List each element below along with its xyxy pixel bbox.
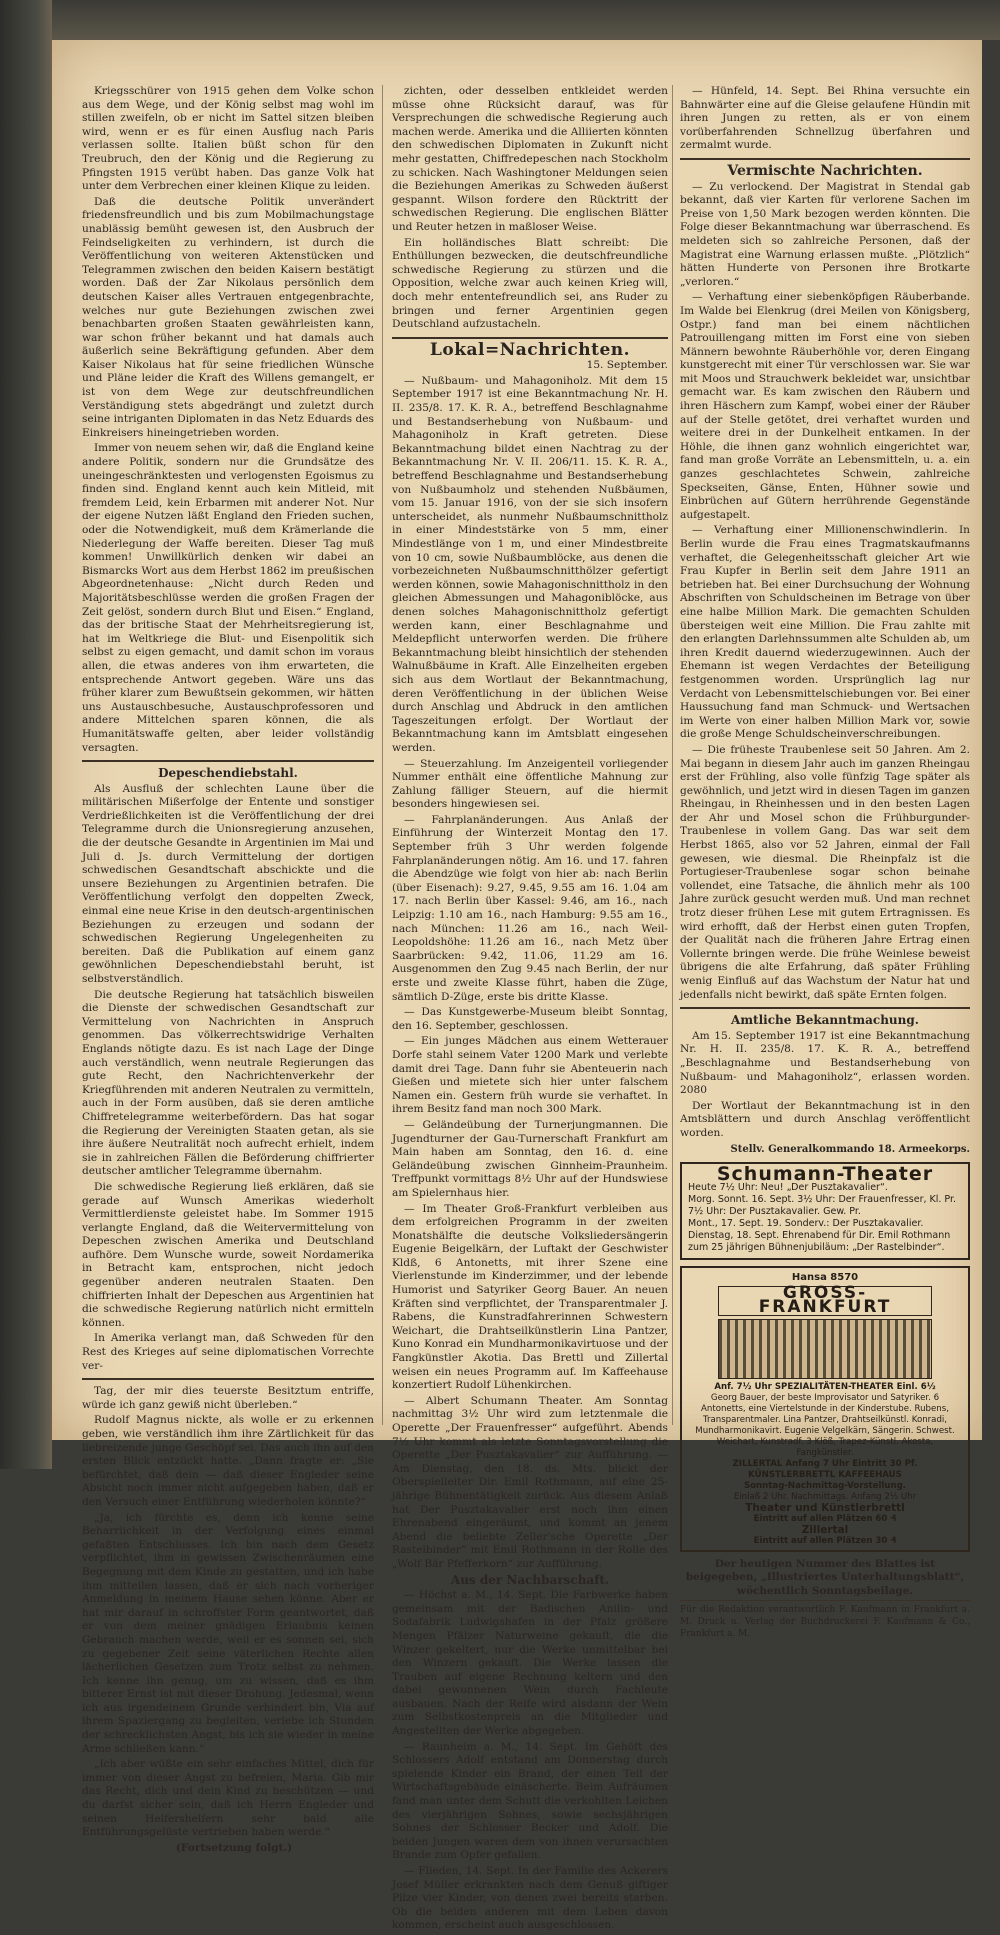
divider [392, 337, 668, 339]
paragraph: — Nußbaum- und Mahagoniholz. Mit dem 15 September 1917 ist eine Bekanntmachung Nr. H. II. 235/8. 17. K. R. A., betreffend Beschlagnahme und Bestandserhebung von Nußbaum- und Mahagoniholz in Kraft getreten. Diese Bekanntmachung bildet einen Nachtrag zu der Bekanntmachung Nr. V. II. 206/11. 15. K. R. A., betreffend Beschlagnahme und Bestandserhebung von Nußbaumholz und stehenden Nußbäumen, vom 15. Januar 1916, von der sie sich insofern unterscheidet, als nunmehr Nußbaumschnittholz in einer Mindeststärke von 5 mm, einer Mindestlänge von 1 m, und einer Mindestbreite von 10 cm, sowie Nußbaumblöcke, aus denen die vorbezeichneten Nußbaumschnitthölzer gefertigt werden können, sowie Mahagonischnittholz in den gleichen Abmessungen und Mahagoniblöcke, aus denen solches Mahagonischnittholz gefertigt werden kann, einer Beschlagnahme und Meldepflicht unterworfen werden. Die frühere Bekanntmachung bleibt hinsichtlich der stehenden Walnußbäume in Kraft. Alle Einzelheiten ergeben sich aus dem Wortlaut der Bekanntmachung, deren Veröffentlichung in der üblichen Weise durch Anschlag und Abdruck in den amtlichen Tageszeitungen erfolgt. Der Wortlaut der Bekanntmachung kann im Amtsblatt eingesehen werden. [392, 374, 668, 754]
dateline: 15. September. [586, 359, 668, 372]
paragraph: — Höchst a. M., 14. Sept. Die Farbwerke haben gemeinsam mit der Badischen Anilin- und Sodafabrik Ludwigshafen in der Pfalz größere Mengen Pfälzer Naturweine gekauft, die die Winzer gekeltert, nur die Werke unmittelbar bei den Winzern gekauft. Die Werke lassen die Trauben auf eigene Rechnung keltern und den dabei gewonnenen Wein durch Fachleute ausbauen. Nach der Reife wird alsdann der Wein zum Selbstkostenpreis an die Mitglieder und Angestellten der Werke abgegeben. [392, 1589, 668, 1738]
ad-line: Eintritt auf allen Plätzen 60 ₰ [753, 1513, 897, 1524]
column-3 [680, 85, 970, 1642]
divider [680, 158, 970, 160]
divider [82, 760, 374, 762]
ad-line: Heute 7½ Uhr: Neu! „Der Pusztakavalier“. [688, 1181, 888, 1193]
phone-number: Hansa 8570 [791, 1271, 859, 1283]
paragraph: — Fahrplanänderungen. Aus Anlaß der Einführung der Winterzeit Montag den 17. September früh 3 Uhr werden folgende Fahrplanänderungen nötig. Am 16. und 17. fahren die Abendzüge wie folgt von hier ab: nach Berlin (über Eisenach): 9.27, 9.45, 9.55 am 16. 1.04 am 17. nach Berlin über Kassel: 9.46, am 16., nach Leipzig: 1.10 am 16., nach Hamburg: 9.55 am 16., nach München: 11.26 am 16., nach Weil-Leopoldshöhe: 11.26 am 16., nach Metz über Saarbrücken: 9.42, 11.06, 11.29 am 16. Ausgenommen den Zug 9.45 nach Berlin, der nur erste und zweite Klasse führt, haben die Züge, sämtlich D-Züge, erste bis dritte Klasse. [392, 813, 668, 1003]
column-2 [392, 85, 668, 1935]
ad-line: Theater und Künstlerbrettl [745, 1501, 905, 1514]
paragraph: — Geländeübung der Turnerjungmannen. Die Jugendturner der Gau-Turnerschaft Frankfurt am Main haben am Sonntag, den 16. d. eine Geländeübung zwischen Ginnheim-Praunheim. Treffpunkt vormittags 8½ Uhr auf der Hundswiese am Spielernhaus hier. [392, 1118, 668, 1199]
ad-line: Mont., 17. Sept. 19. Sonderv.: Der Pusztakavalier. [688, 1217, 924, 1229]
ad-line: Zillertal [801, 1523, 849, 1536]
paragraph: — Das Kunstgewerbe-Museum bleibt Sonntag, den 16. September, geschlossen. [392, 1006, 668, 1032]
paragraph: — Zu verlockend. Der Magistrat in Stendal gab bekannt, daß vier Karten für verlorene Sachen im Preise von 1,50 Mark bezogen werden könnten. Die Folge dieser Bekanntmachung war überraschend. Es meldeten sich so zahlreiche Personen, daß der Magistrat eine Warnung erlassen mußte. „Plötzlich“ hätten Hunderte von Personen ihre Brotkarte „verloren.“ [680, 180, 970, 288]
paragraph: — Flieden, 14. Sept. In der Familie des Ackerers Josef Müller erkrankten nach dem Genuß giftiger Pilze vier Kinder, von denen zwei bereits starben. Ob die beiden anderen mit dem Leben davon kommen, erscheint auch ausgeschlossen. [392, 1865, 668, 1932]
building-illustration [718, 1319, 932, 1379]
ad-title: GROSS-FRANKFURT [718, 1286, 932, 1315]
signature: Stellv. Generalkommando 18. Armeekorps. [730, 1143, 970, 1155]
ad-line: ZILLERTAL Anfang 7 Uhr Eintritt 30 Pf. [732, 1458, 918, 1469]
paragraph: Die deutsche Regierung hat tatsächlich bisweilen die Dienste der schwedischen Gesandtschaft zur Vermittelung von Nachrichten in Anspruch genommen. Das völkerrechtswidrige Verhalten Englands nötigte dazu. Es ist nach Lage der Dinge auch verständlich, wenn neutrale Regierungen das gute Recht, den Nachrichtenverkehr der Kriegführenden mit anderen Neutralen zu vermitteln, auch in der Form ausüben, daß sie deren amtliche Chiffretelegramme weiterbefördern. Das hat sogar die Regierung der Vereinigten Staaten getan, als sie ihre äußere Neutralität noch aufrecht erhielt, indem sie in zahlreichen Fällen die Beförderung chiffrierter deutscher amtlicher Telegramme übernahm. [82, 988, 374, 1178]
ad-line: Georg Bauer, der beste Improvisator und Satyriker. 6 Antonetts, eine Viertelstunde in der Kinderstube. Rubens, Transparentmaler. Lina Pantzer, Drahtseilkünstl. Konradi, Mundharmonikavirt. Eugenie Velgelkärn, Sängerin. Schwest. Weichart, Kunstradf. 3 Klöß, Trapez-Künstl. Akosta, Fangkünstler. [695, 1392, 955, 1458]
paragraph: — Ein junges Mädchen aus einem Wetterauer Dorfe stahl seinem Vater 1200 Mark und verlebte damit drei Tage. Dann fuhr sie Abenteuerin nach Gießen und mietete sich hier unter falschem Namen ein. Gestern früh wurde sie verhaftet. In ihrem Besitz fand man noch 300 Mark. [392, 1035, 668, 1116]
column-separator [382, 85, 383, 1425]
ad-line: Morg. Sonnt. 16. Sept. 3½ Uhr: Der Frauenfresser, Kl. Pr. 7½ Uhr: Der Pusztakavalier. Gew. Pr. [688, 1193, 957, 1217]
paragraph: In Amerika verlangt man, daß Schweden für den Rest des Krieges auf seine diplomatischen Vorrechte ver- [82, 1332, 374, 1372]
paragraph: Ein holländisches Blatt schreibt: Die Enthüllungen bezwecken, die deutschfreundliche schwedische Regierung zu stürzen und die Opposition, welche zwar auch keinen Krieg will, doch mehr ententefreundlich sei, ans Ruder zu bringen und ferner Argentinien gegen Deutschland aufzustacheln. [392, 236, 668, 331]
paragraph: — Steuerzahlung. Im Anzeigenteil vorliegender Nummer enthält eine öffentliche Mahnung zur Zahlung fälliger Steuern, auf die hiermit besonders hingewiesen sei. [392, 757, 668, 811]
binding-edge [0, 0, 52, 1469]
paragraph: — Verhaftung einer Millionenschwindlerin. In Berlin wurde die Frau eines Tragmatskaufmanns verhaftet, die Gelegenheitsschaft gleicher Art wie Frau Kupfer in Berlin seit dem Jahre 1911 an betrieben hat. Bei einer Durchsuchung der Wohnung Abschriften von Schuldscheinen im Betrage von über eine halbe Million Mark. Die gemachten Schulden übersteigen weit eine Million. Die Frau zahlte mit den erlangten Darlehnssummen alte Schulden ab, um ihren Kredit dauernd wiederzugewinnen. Auch der Ehemann ist wegen Verdachtes der Beteiligung festgenommen worden. Ursprünglich lag nur Verdacht von Lebensmittelschiebungen vor. Bei einer Haussuchung fand man Schmuck- und Wertsachen im Werte von einer halben Million Mark vor, sowie die große Menge Schuldscheinverschreibungen. [680, 524, 970, 741]
paragraph: Kriegsschürer von 1915 gehen dem Volke schon aus dem Wege, und der König selbst mag wohl im stillen zweifeln, ob er nicht im Sattel sitzen bleiben wird, wenn er es für einen Ausflug nach Paris verlassen sollte. Italien büßt schon für den Treubruch, den der König und die Regierung zu Pfingsten 1915 verübt haben. Das ganze Volk hat unter dem Verbrechen einer kleinen Klique zu leiden. [82, 85, 374, 193]
ad-title: Schumann-Theater [716, 1163, 934, 1186]
paragraph: — Raunheim a. M., 14. Sept. Im Gehöft des Schlossers Adolf entstand am Donnerstag durch spielende Kinder ein Brand, der einen Teil der Wirtschaftsgebäude einäscherte. Beim Aufräumen fand man unter dem Schutt die verkohlten Leichen des vierjährigen Sohnes, sowie sechsjährigen Sohnes der Schlosser Becker und Adolf. Die beiden Jungen waren dem von ihnen verursachten Brande zum Opfer gefallen. [392, 1740, 668, 1862]
ad-line: Dienstag, 18. Sept. Ehrenabend für Dir. Emil Rothmann zum 25 jährigen Bühnenjubiläum: „Der Rastelbinder“. [688, 1229, 951, 1253]
story-paragraph: „Ja, ich fürchte es, denn ich kenne seine Beharrlichkeit in der Verfolgung eines einmal gefaßten Entschlusses. Ich bin nach dem Gesetz verpflichtet, ihm in gewissen Zwischenräumen eine Begegnung mit dem Kinde zu gestatten, und ich habe ihm mitteilen lassen, daß er sich nach vorheriger Anmeldung in meinem Hause sehen könne. Aber er hat mir darauf in schroffster Form geantwortet, daß er von dem meiner gnädigen Erlaubnis keinen Gebrauch machen werde, weil er es sonnen sei, sich zu gegebener Zeit seine väterlichen Rechte allen lächerlichen Gesetzen zum Trotz selbst zu nehmen. Ich kenne ihn genug, um zu wissen, daß es ihm bitterer Ernst ist mit dieser Drohung. Jedesmal, wenn ich aus irgendeinem Grunde verhindert bin, Via auf ihrem Spaziergang zu begleiten, verlebe ich Stunden der schrecklichsten Angst, bis ich sie wieder in meine Arme schließen kann.“ [82, 1511, 374, 1755]
top-edge [52, 0, 1000, 40]
heading-vermischte-nachrichten: Vermischte Nachrichten. [727, 162, 923, 179]
continuation-note: (Fortsetzung folgt.) [175, 1841, 293, 1854]
paragraph: — Albert Schumann Theater. Am Sonntag nachmittag 3½ Uhr wird zum letztenmale die Operette „Der Frauenfresser“ aufgeführt. Abends 7½ Uhr kommt als letzte Sonntagsvorstellung die Operette „Der Pusztakavalier“ zur Aufführung. — Am Dienstag, den 18. ds. Mts. blickt der Oberspielleiter Dir. Emil Rothmann, auf eine 25-jährige Bühnentätigkeit zurück. Aus diesem Anlaß hat Der Pusztakavalier erst noch ihm einen Ehrenabend eingeräumt, und kommt an jenem Abend die beliebte Zeller'sche Operette „Der Rastelbinder“ mit Emil Rothmann in der Rolle des „Wolf Bär Pfefferkorn“ zur Aufführung. [392, 1394, 668, 1570]
imprint: Für die Redaktion verantwortlich F. Kaufmann in Frankfurt a. M. Druck u. Verlag der Buchdruckerei F. Kaufmann & Co., Frankfurt a. M. [680, 1600, 970, 1640]
paragraph: — Hünfeld, 14. Sept. Bei Rhina versuchte ein Bahnwärter eine auf die Gleise gelaufene Hündin mit ihren Jungen zu retten, als er von einem vorüberfahrenden Schnellzug überfahren und zermalmt wurde. [680, 85, 970, 152]
paragraph: Die schwedische Regierung ließ erklären, daß sie gerade auf Wunsch Amerikas wiederholt Vermittlerdienste geleistet habe. Im Sommer 1915 verlangte England, daß die Weitervermittelung von Depeschen zwischen Amerika und Deutschland aufhöre. Dem Wunsche wurde, soweit Nordamerika in Betracht kam, entsprochen, nicht jedoch gegenüber anderen neutralen Staaten. Den chiffrierten Inhalt der Depeschen aus Argentinien hat die schwedische Regierung natürlich nicht ermitteln können. [82, 1180, 374, 1329]
heading-depeschendiebstahl: Depeschendiebstahl. [158, 766, 298, 781]
paragraph: — Verhaftung einer siebenköpfigen Räuberbande. Im Walde bei Elenkrug (drei Meilen von Königsberg, Ostpr.) fand man bei einem nächtlichen Patrouillengang mitten im Forst eine von sieben Männern bewohnte Räuberhöhle vor, deren Eingang kunstgerecht mit einer Tür verschlossen war. Sie war mit Moos und Strauchwerk bekleidet war, unsichtbar gemacht war. Es kam zwischen den Räubern und ihren Häschern zum Kampf, wobei einer der Räuber auf der Stelle getötet, drei verhaftet wurden und weitere drei in der Dunkelheit entkamen. In der Höhle, die ihnen ganz wohnlich eingerichtet war, fand man große Vorräte an Lebensmitteln, u. a. ein ganzes geschlachtetes Schwein, zahlreiche Speckseiten, Gänse, Enten, Hühner sowie und Einbrüchen auf Gütern herrührende Gegenstände aufgestapelt. [680, 291, 970, 521]
gross-frankfurt-ad [680, 1266, 970, 1552]
heading-amtliche-bekanntmachung: Amtliche Bekanntmachung. [731, 1013, 919, 1028]
column-separator [672, 85, 673, 1425]
heading-lokal-nachrichten: Lokal=Nachrichten. [429, 339, 631, 360]
paragraph: Daß die deutsche Politik unverändert friedensfreundlich und bis zum Mobilmachungstage unablässig bemüht gewesen ist, den Ausbruch der Feindseligkeiten zu verhindern, ist durch die Veröffentlichung von weiteren Aktenstücken und Telegrammen zwischen den beiden Kaisern bestätigt worden. Daß der Zar Nikolaus persönlich dem deutschen Kaiser alles Vertrauen entgegenbrachte, welches nur gute Beziehungen zwischen zwei benachbarten großen Staaten gewährleisten kann, war schon früher bekannt und hat damals auch äußerlich seine Bekräftigung gefunden. Aber dem Kaiser Nikolaus hat für seine friedlichen Wünsche und Pläne leider die Kraft des Willens gemangelt, er ist von dem Wege zur deutschfreundlichen Verständigung stets abgedrängt und zuletzt durch seine intriganten Diplomaten in das Netz Eduards des Einkreisers hineingetrieben worden. [82, 195, 374, 439]
story-paragraph: Tag, der mir dies teuerste Besitztum entriffe, würde ich ganz gewiß nicht überleben.“ [82, 1385, 374, 1411]
divider [82, 1378, 374, 1380]
ad-line: Eintritt auf allen Plätzen 30 ₰ [753, 1535, 897, 1546]
supplement-notice: Der heutigen Nummer des Blattes ist beigegeben, „Illustriertes Unterhaltungsblatt“, wöchentlich Sonntagsbeilage. [685, 1557, 965, 1597]
paragraph: Immer von neuem sehen wir, daß die England keine andere Politik, sondern nur die Grundsätze des uneingeschränktesten und verlogensten Egoismus zu finden sind. England kennt auch kein Mitleid, mit fremdem Leid, kein Erbarmen mit anderer Not. Nur der eigene Nutzen läßt England den Frieden suchen, oder die Notwendigkeit, muß dem Krämerlande die Niederlegung der Waffe bereiten. Dieser Tag muß kommen! Unwillkürlich denken wir dabei an Bismarcks Wort aus dem Herbst 1862 im preußischen Abgeordnetenhause: „Nicht durch Reden und Majoritätsbeschlüsse werden die großen Fragen der Zeit gelöst, sondern durch Blut und Eisen.“ England, das der britische Staat der Mehrheitsregierung ist, hat im Weltkriege die Blut- und Eisenpolitik sich selbst zu eigen gemacht, und damit schon im voraus allen, die etwas anderes von ihm erwarteten, die entsprechende Antwort gegeben. Wäre uns das früher klarer zum Bewußtsein gekommen, wir hätten uns Austauschbesuche, Austauschprofessoren und andere Mittelchen sparen können, die als Humanitätswaffe gelten, aber leider vollständig versagten. [82, 442, 374, 754]
schumann-theater-ad [680, 1162, 970, 1260]
ad-line: KÜNSTLERBRETTL KAFFEEHAUS [748, 1469, 902, 1480]
paragraph: zichten, oder desselben entkleidet werden müsse ohne Rücksicht darauf, was für Versprechungen die schwedische Regierung auch machen werde. Amerika und die Alliierten könnten den schwedischen Diplomaten in Zukunft nicht mehr gestatten, Chiffredepeschen nach Stockholm zu schicken. Nach Washingtoner Meldungen seien die Beziehungen Amerikas zu Schweden äußerst gespannt. Wilson fordere den Rücktritt der schwedischen Regierung. Die englischen Blätter und Reuter hetzen in maßloser Weise. [392, 85, 668, 233]
heading-nachbarschaft: Aus der Nachbarschaft. [450, 1572, 610, 1587]
ad-line: Anf. 7½ Uhr SPEZIALITÄTEN-THEATER Einl. 6½ [714, 1381, 936, 1392]
paragraph: Der Wortlaut der Bekanntmachung ist in den Amtsblättern und durch Anschlag veröffentlicht worden. [680, 1099, 970, 1139]
story-paragraph: „Ich aber wüßte ein sehr einfaches Mittel, dich für immer von dieser Angst zu befreien, Maria. Gib mir das Recht, dich und dein Kind zu beschützen — und du darfst sicher sein, daß ich Herrn Engleder und seinen Helfershelfern sehr bald alle Entführungsgelüste vertrieben haben werde.“ [82, 1758, 374, 1839]
paragraph: — Im Theater Groß-Frankfurt verbleiben aus dem erfolgreichen Programm in der zweiten Monatshälfte die deutsche Volksliedersängerin Eugenie Beigelkärn, der Luftakt der Geschwister Kldß, 6 Antonetts, mit ihrer Szene eine Vierlenstunde im Kinderzimmer, und der lebende Humorist und Satyriker Georg Bauer. An neuen Kräften sind verpflichtet, der Transparentmaler J. Rabens, die Kunstradfahrerinnen Schwestern Weichart, die Drahtseilkünstlerin Lina Pantzer, Kuno Konrad ein Mundharmonikavirtuose und der Fangkünstler Akotia. Das Brettl und Zillertal weisen ein neues Programm auf. Im Kaffeehause konzertiert Rudolf Lühenkirchen. [392, 1202, 668, 1392]
paragraph: Am 15. September 1917 ist eine Bekanntmachung Nr. H. II. 235/8. 17. K. R. A., betreffend „Beschlagnahme und Bestandserhebung von Nußbaum- und Mahagoniholz“, erlassen worden. 2080 [680, 1029, 970, 1097]
ad-line: Sonntag-Nachmittag-Vorstellung. [743, 1480, 907, 1491]
story-paragraph: Rudolf Magnus nickte, als wolle er zu erkennen geben, wie verständlich ihm ihre Zärtlichkeit für das liebreizende junge Geschöpf sei. Das auch ihn auf den ersten Blick entzückt hatte. „Dann fragte er: „Sie befürchtet, daß dein — daß dieser Engleder seine Absicht noch immer nicht aufgegeben haben, daß er den Versuch einer Entführung wiederholen könnte?“ [82, 1414, 374, 1508]
column-1 [82, 85, 374, 1857]
newspaper-page [52, 40, 982, 1932]
paragraph: — Die früheste Traubenlese seit 50 Jahren. Am 2. Mai begann in diesem Jahr auch im ganzen Rheingau erst der Frühling, also volle fünfzig Tage später als gewöhnlich, und jetzt wird in diesen Tagen im ganzen Rheingau, in Rheinhessen und in den besten Lagen der Ahr und Mosel schon die Frühburgunder-Traubenlese in vollem Gang. Das war seit dem Herbst 1865, also vor 52 Jahren, einmal der Fall gewesen, wie diesmal. Die Rheinpfalz ist die Portugieser-Traubenlese sogar schon beinahe vollendet, eine Tatsache, die ähnlich mehr als 100 Jahre zurück gesucht werden muß. Und man rechnet trotz dieser frühen Lese mit gutem Ertragnissen. Es wird erhofft, daß der Herbst einen guten Tropfen, der Qualität nach die früheren Jahre Ertrag einen Vollernte bringen werde. Die frühe Weinlese beweist übrigens die alte Erfahrung, daß später Frühling wenig Einfluß auf das Wachstum der Natur hat und jedenfalls nicht bewirkt, daß späte Ernten folgen. [680, 743, 970, 1001]
paragraph: Als Ausfluß der schlechten Laune über die militärischen Mißerfolge der Entente und sonstiger Verdrießlichkeiten ist die Veröffentlichung der drei Telegramme durch die Unionsregierung anzusehen, die der deutsche Gesandte in Argentinien im Mai und Juli d. Js. durch Vermittelung der dortigen schwedischen Gesandtschaft abschickte und die unsere Beziehungen zu Argentinien betrafen. Die Veröffentlichung verfolgt den doppelten Zweck, einmal eine neue Krise in den deutsch-argentinischen Beziehungen zu erzeugen und sodann der schwedischen Regierung Ungelegenheiten zu bereiten. Daß die Publikation auf einem ganz gewöhnlichen Depeschendiebstahl beruht, ist selbstverständlich. [82, 782, 374, 985]
divider [680, 1007, 970, 1009]
ad-line: Einlaß 2 Uhr. Nachmittags. Anfang 2½ Uhr [733, 1491, 917, 1502]
